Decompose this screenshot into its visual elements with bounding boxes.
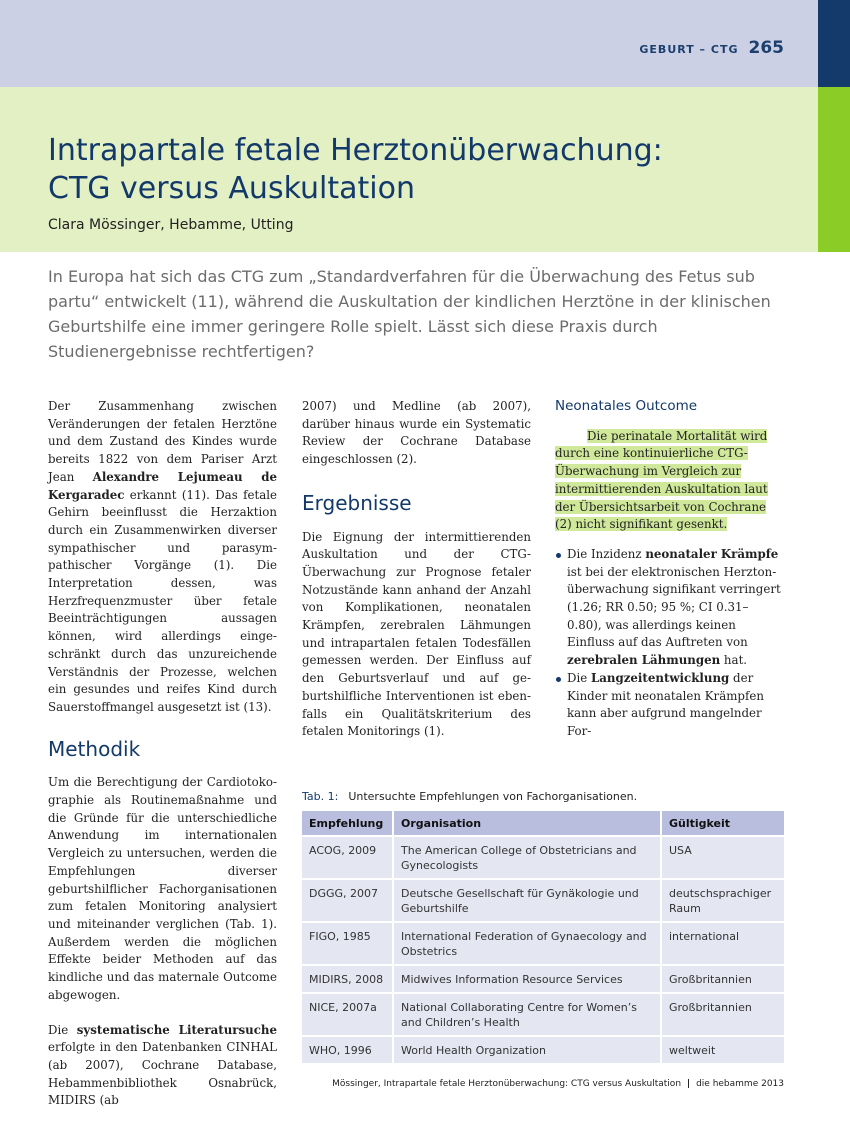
text-run: Die Inzidenz [567, 546, 646, 561]
section-label: GEBURT – CTG [639, 43, 739, 56]
author-line: Clara Mössinger, Hebamme, Utting [48, 217, 294, 233]
text-run: ist bei der elektronischen Herztonüberwachung signifikant verringert (1.26; RR 0.50; 95 %; CI 0.31–0.80), was allerdings keinen Einfluss auf das Auftreten von [567, 564, 781, 650]
text-run: Der Zusammenhang zwischen Veränderungen der fetalen Herztöne und dem Zustand des Kindes wurde bereits 1822 von dem Pariser Arzt Jean [48, 399, 277, 484]
heading-neonatales-outcome: Neonatales Outcome [555, 398, 698, 414]
page-footer [332, 1079, 784, 1089]
table-cell: WHO, 1996 [302, 1035, 394, 1063]
side-accent-dark [818, 0, 850, 87]
column-header: Organisation [394, 811, 662, 835]
emphasis-term: Langzeitentwicklung [590, 670, 730, 685]
side-accent-green [818, 87, 850, 252]
text-run: der Kinder mit neonatalen Krämpfen kann aber aufgrund mangelnder For- [567, 670, 764, 738]
paragraph-literature [48, 1022, 277, 1111]
table-row [302, 835, 784, 878]
table-number: Tab. 1: [302, 790, 339, 803]
table-cell: FIGO, 1985 [302, 921, 394, 964]
table-row [302, 878, 784, 921]
text-run: erkannt (11). Das fetale Gehirn beeinflusst die Herzaktion durch ein Zusammenwirken diverser sympathischer und parasympathischer Vorgänge (1). Die Interpretation dessen, was Herzfrequenzmuster über fetale Beeinträchtigungen aussagen können, wird allerdings eingeschränkt durch das unzureichende Verständnis der Prozesse, welchen ein gesundes und reifes Kind durch Sauerstoffmangel ausgesetzt ist (13). [48, 487, 277, 714]
table-cell: DGGG, 2007 [302, 878, 394, 921]
table-cell: NICE, 2007a [302, 992, 394, 1035]
table-cell: Großbritannien [662, 964, 784, 992]
text-run: hat. [720, 653, 748, 668]
highlighted-paragraph [555, 428, 781, 534]
lead-paragraph: In Europa hat sich das CTG zum „Standardverfahren für die Überwachung des Fetus sub partu“ entwickelt (11), während die Auskultation der kindlichen Herztöne in der klinischen Geburtshilfe eine immer geringere Rolle spielt. Lässt sich diese Praxis durch Studienergebnisse rechtfertigen? [48, 267, 771, 361]
list-item [555, 546, 781, 670]
column-3 [555, 398, 781, 741]
article-title [48, 132, 788, 208]
paragraph-databases: 2007) und Medline (ab 2007), darüber hinaus wurde ein Systematic Review der Cochrane Database eingeschlossen (2). [302, 399, 531, 467]
table-cell: Großbritannien [662, 992, 784, 1035]
paragraph-intro [48, 398, 277, 717]
emphasis-name: Alexandre Lejumeau de Kergaradec [48, 469, 278, 502]
table-cell: ACOG, 2009 [302, 835, 394, 878]
title-line-1: Intrapartale fetale Herztonüberwachung: [48, 133, 663, 168]
emphasis-literature-search: systematische Literatursuche [76, 1022, 278, 1037]
paragraph-ergebnisse: Die Eignung der intermittierenden Auskultation und der CTG-Überwachung zur Prognose fetaler Notzustände kann anhand der Anzahl von Komplikationen, neonatalen Krämpfen, zerebralen Lähmungen und intrapartalen fetalen Todesfällen gemessen werden. Der Einfluss auf den Geburtsverlauf und auf geburtshilfliche Interventionen ist ebenfalls ein Qualitätskriterium des fetalen Monitorings (1). [302, 529, 531, 739]
heading-ergebnisse: Ergebnisse [302, 490, 412, 515]
text-run: Die [48, 1022, 77, 1037]
table-header-row [302, 811, 784, 835]
table-row [302, 921, 784, 964]
table-row [302, 992, 784, 1035]
table-cell: USA [662, 835, 784, 878]
table-row [302, 964, 784, 992]
table-cell: The American College of Obstetricians and Gynecologists [394, 835, 662, 878]
column-1 [48, 398, 277, 1110]
footer-journal: die hebamme 2013 [696, 1079, 784, 1089]
text-run: erfolgte in den Datenbanken CINHAL (ab 2007), Cochrane Database, Hebammenbibliothek Osnabrück, MIDIRS (ab [48, 1040, 277, 1108]
footer-citation: Mössinger, Intrapartale fetale Herztonüberwachung: CTG versus Auskultation [332, 1079, 682, 1089]
table-cell: deutschsprachiger Raum [662, 878, 784, 921]
table-row [302, 1035, 784, 1063]
footer-separator: | [686, 1079, 691, 1089]
column-2 [302, 398, 531, 741]
table-cell: MIDIRS, 2008 [302, 964, 394, 992]
paragraph-methodik: Um die Berechtigung der Cardiotokographie als Routinemaßnahme und die Gründe für die unterschiedliche Anwendung im internationalen Vergleich zu untersuchen, werden die Empfehlungen diverser geburtshilflicher Fachorganisationen zum fetalen Monitoring analysiert und miteinander verglichen (Tab. 1). Außerdem werden die möglichen Effekte beider Methoden auf das kindliche und das maternale Outcome abgewogen. [48, 775, 277, 1002]
table-cell: World Health Organization [394, 1035, 662, 1063]
table-caption-text: Untersuchte Empfehlungen von Fachorganisationen. [348, 790, 638, 803]
table-cell: weltweit [662, 1035, 784, 1063]
recommendations-table [302, 811, 784, 1063]
column-header: Empfehlung [302, 811, 394, 835]
text-run: Die [567, 670, 591, 685]
column-header: Gültigkeit [662, 811, 784, 835]
table-cell: international [662, 921, 784, 964]
table-cell: Deutsche Gesellschaft für Gynäkologie und Geburtshilfe [394, 878, 662, 921]
page-number: 265 [748, 38, 784, 58]
table-cell: National Collaborating Centre for Women’s and Children’s Health [394, 992, 662, 1035]
table-cell: International Federation of Gynaecology and Obstetrics [394, 921, 662, 964]
emphasis-term: neonataler Krämpfe [645, 546, 779, 561]
emphasis-term: zerebralen Lähmungen [567, 653, 721, 668]
running-head [639, 38, 784, 58]
title-line-2: CTG versus Auskultation [48, 171, 415, 206]
highlight-marker: Die perinatale Mortalität wird durch eine kontinuierliche CTG-Überwachung im Vergleich zur intermittierenden Auskultation laut der Übersichtsarbeit von Cochrane (2) nicht signifikant gesenkt. [555, 428, 768, 532]
heading-methodik: Methodik [48, 736, 141, 761]
table-caption [302, 790, 784, 803]
table-cell: Midwives Information Resource Services [394, 964, 662, 992]
list-item [555, 670, 781, 741]
bullet-list [555, 546, 781, 741]
